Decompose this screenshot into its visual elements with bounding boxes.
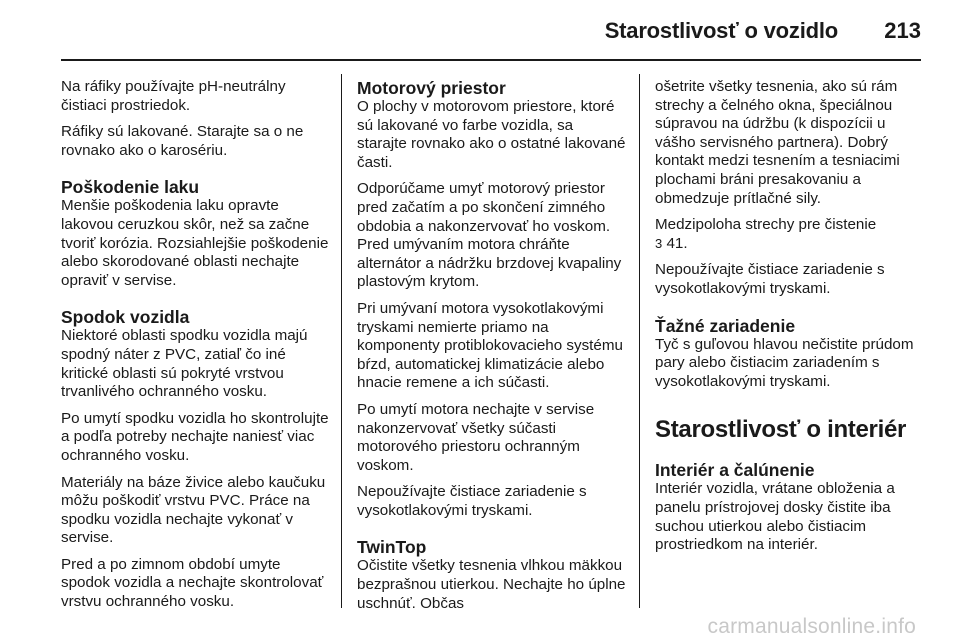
paragraph-with-crossref <box>655 216 927 253</box>
paragraph: Nepoužívajte čistiace zariadenie s vysokotlakovými tryskami. <box>655 261 885 297</box>
section-title: Starostlivosť o vozidlo <box>604 18 838 43</box>
paragraph: O plochy v motorovom priestore, ktoré sú lakované vo farbe vozidla, sa starajte rovnako ako o ostatné lakované časti. <box>357 98 626 171</box>
section-heading: Spodok vozidla <box>61 307 190 328</box>
paragraph: Ráfiky sú lakované. Starajte sa o ne rovnako ako o karosériu. <box>61 123 304 159</box>
paragraph: Po umytí motora nechajte v servise nakonzervovať všetky súčasti motorového priestoru ochranným voskom. <box>357 400 595 474</box>
section-heading: Ťažné zariadenie <box>655 315 796 336</box>
paragraph: Pri umývaní motora vysokotlakovými tryskami nemierte priamo na komponenty protiblokovacieho systému bŕzd, automatickej klimatizácie alebo hnacie remene a ich súčasti. <box>357 299 623 392</box>
section-engine-compartment <box>357 78 627 520</box>
section-towing-device <box>655 316 927 392</box>
paragraph: Niektoré oblasti spodku vozidla majú spodný náter z PVC, zatiaľ čo iné kritické oblasti sú pokryté vrstvou trvanlivého ochranného vosku. <box>61 327 308 401</box>
watermark <box>0 612 960 642</box>
paragraph: Nepoužívajte čistiace zariadenie s vysokotlakovými tryskami. <box>357 483 587 519</box>
section-wheels <box>61 78 331 160</box>
paragraph: Po umytí spodku vozidla ho skontrolujte a podľa potreby nechajte naniesť viac ochranného vosku. <box>61 409 329 464</box>
section-heading: Motorový priestor <box>357 78 506 98</box>
page-header <box>0 0 960 60</box>
section-heading: TwinTop <box>357 537 427 558</box>
paragraph: Menšie poškodenia laku opravte lakovou ceruzkou skôr, než sa začne tvoriť korózia. Rozsiahlejšie poškodenie alebo skorodované oblasti nechajte opraviť v servise. <box>61 197 329 289</box>
section-heading: Interiér a čalúnenie <box>655 460 815 481</box>
column-2 <box>357 78 627 621</box>
paragraph: Odporúčame umyť motorový priestor pred začatím a po skončení zimného obdobia a nakonzervovať ho voskom. Pred umývaním motora chráňte alternátor a nádržku brzdovej kvapaliny plastovým krytom. <box>357 180 622 291</box>
paragraph: Na ráfiky používajte pH-neutrálny čistiaci prostriedok. <box>61 78 286 114</box>
paragraph: Materiály na báze živice alebo kaučuku môžu poškodiť vrstvu PVC. Práce na spodku vozidla nechajte vykonať v servise. <box>61 473 326 547</box>
section-heading: Poškodenie laku <box>61 177 200 198</box>
paragraph: Interiér vozidla, vrátane obloženia a panelu prístrojovej dosky čistite iba suchou utierkou alebo čistiacim prostriedkom na interiér. <box>655 480 895 554</box>
paragraph-text: Medzipoloha strechy pre čistenie <box>655 216 877 234</box>
section-underbody <box>61 307 331 611</box>
section-paint-damage <box>61 177 331 290</box>
cross-reference-arrow-icon: 3 <box>655 235 663 251</box>
column-divider <box>639 74 640 608</box>
cross-reference-page[interactable]: 41. <box>666 234 688 252</box>
column-1 <box>61 78 331 620</box>
column-3 <box>655 78 927 563</box>
paragraph: Očistite všetky tesnenia vlhkou mäkkou bezprašnou utierkou. Nechajte ho úplne uschnúť. Občas <box>357 557 626 612</box>
section-twintop <box>357 537 627 613</box>
chapter-heading: Starostlivosť o interiér <box>655 416 907 444</box>
section-twintop-continued <box>655 78 927 299</box>
watermark-text: carmanualsonline.info <box>707 615 916 638</box>
header-divider <box>61 59 921 61</box>
column-divider <box>341 74 342 608</box>
section-interior-upholstery <box>655 460 927 554</box>
page-number: 213 <box>884 18 921 43</box>
paragraph: ošetrite všetky tesnenia, ako sú rám strechy a čelného okna, špeciálnou súpravou na údržbu (k dispozícii u vášho servisného partnera). Dobrý kontakt medzi tesnením a tesniacimi plochami bráni presakovaniu a obmedzuje prítlačné sily. <box>655 78 900 207</box>
paragraph: Pred a po zimnom období umyte spodok vozidla a nechajte skontrolovať vrstvu ochranného vosku. <box>61 555 324 611</box>
paragraph: Tyč s guľovou hlavou nečistite prúdom pary alebo čistiacim zariadením s vysokotlakovými tryskami. <box>655 335 914 390</box>
